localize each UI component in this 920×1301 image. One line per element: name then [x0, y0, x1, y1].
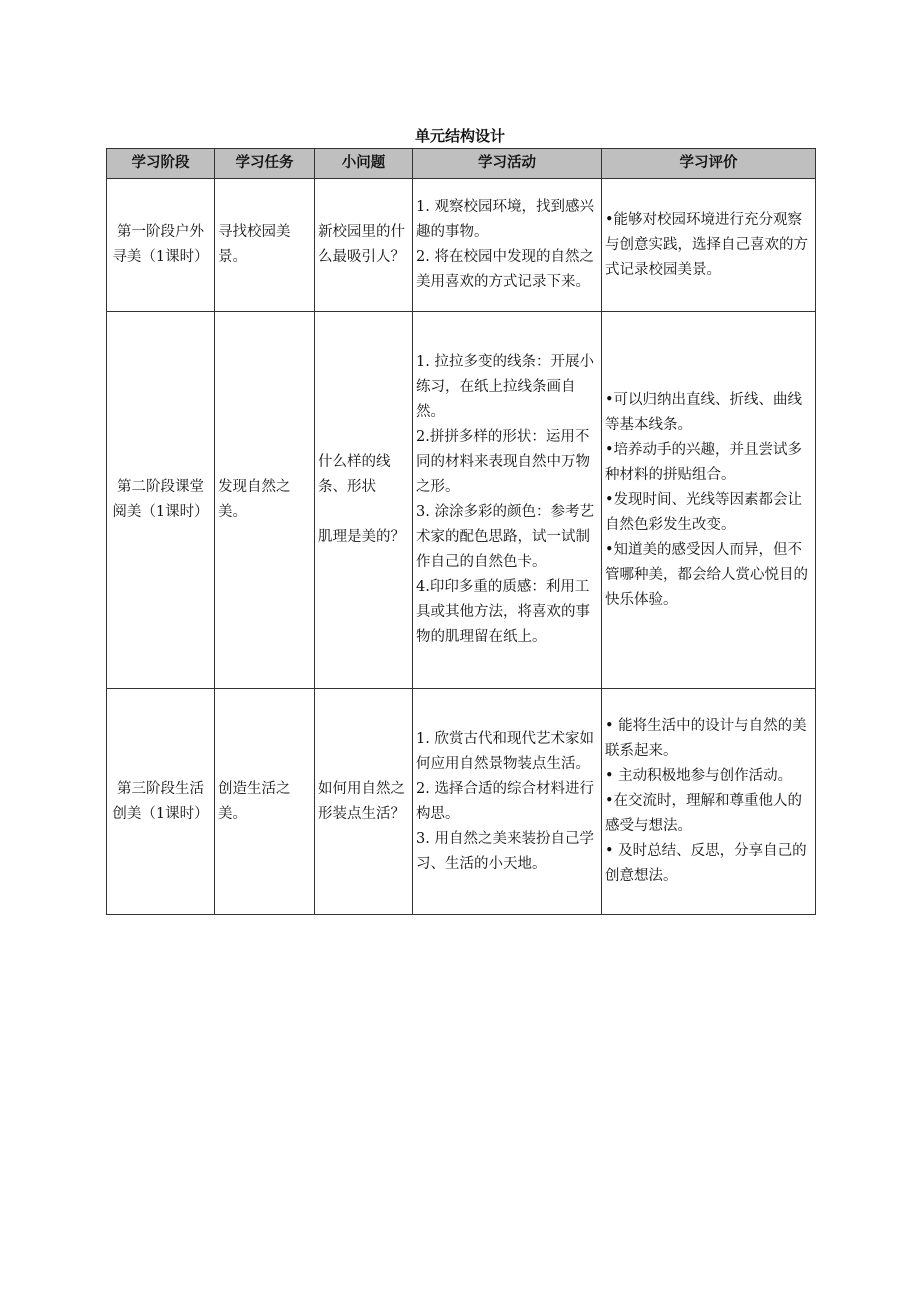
stage-cell: 第三阶段生活创美（1课时） — [107, 689, 215, 915]
stage-cell: 第二阶段课堂阅美（1课时） — [107, 312, 215, 689]
task-cell: 寻找校园美景。 — [215, 179, 315, 312]
evaluation-item: • 及时总结、反思，分享自己的创意想法。 — [605, 843, 807, 884]
question-cell — [315, 312, 413, 689]
evaluation-item: •可以归纳出直线、折线、曲线等基本线条。 — [605, 391, 803, 433]
question-cell: 如何用自然之形装点生活？ — [315, 689, 413, 915]
activity-item: 2. 选择合适的综合材料进行构思。 — [416, 780, 594, 822]
evaluation-item: •培养动手的兴趣，并且尝试多种材料的拼贴组合。 — [605, 441, 803, 483]
unit-structure-table — [106, 148, 816, 915]
evaluation-cell — [602, 689, 816, 915]
activity-cell — [413, 312, 602, 689]
activity-item: 1. 欣赏古代和现代艺术家如何应用自然景物装点生活。 — [416, 730, 594, 772]
evaluation-item: • 主动积极地参与创作活动。 — [605, 768, 793, 784]
question-cell: 新校园里的什么最吸引人？ — [315, 179, 413, 312]
table-row-stage-3 — [107, 689, 816, 915]
evaluation-item: •在交流时，理解和尊重他人的感受与想法。 — [605, 793, 803, 834]
evaluation-item: •能够对校园环境进行充分观察与创意实践，选择自己喜欢的方式记录校园美景。 — [605, 211, 808, 278]
question-item: 什么样的线条、形状 — [318, 454, 391, 495]
header-evaluation: 学习评价 — [602, 149, 816, 179]
evaluation-cell — [602, 179, 816, 312]
document-title: 单元结构设计 — [414, 127, 505, 145]
activity-item: 3. 涂涂多彩的颜色：参考艺术家的配色思路，试一试制作自己的自然色卡。 — [416, 504, 594, 570]
table-row-stage-2 — [107, 312, 816, 689]
activity-item: 3. 用自然之美来装扮自己学习、生活的小天地。 — [416, 830, 594, 872]
activity-item: 1. 观察校园环境，找到感兴趣的事物。 — [416, 199, 594, 240]
evaluation-item: •发现时间、光线等因素都会让自然色彩发生改变。 — [605, 491, 803, 533]
evaluation-item: •知道美的感受因人而异，但不管哪种美，都会给人赏心悦目的快乐体验。 — [605, 541, 808, 608]
task-cell: 发现自然之美。 — [215, 312, 315, 689]
activity-item: 1. 拉拉多变的线条：开展小练习，在纸上拉线条画自然。 — [416, 354, 594, 420]
activity-cell — [413, 689, 602, 915]
header-stage: 学习阶段 — [107, 149, 215, 179]
activity-cell — [413, 179, 602, 312]
evaluation-item: • 能将生活中的设计与自然的美联系起来。 — [605, 718, 807, 759]
table-header-row — [107, 149, 816, 179]
task-cell: 创造生活之美。 — [215, 689, 315, 915]
header-activity: 学习活动 — [413, 149, 602, 179]
activity-item: 2.拼拼多样的形状：运用不同的材料来表现自然中万物之形。 — [416, 429, 590, 495]
evaluation-cell — [602, 312, 816, 689]
stage-cell: 第一阶段户外寻美（1课时） — [107, 179, 215, 312]
activity-item: 2. 将在校园中发现的自然之美用喜欢的方式记录下来。 — [416, 249, 594, 290]
table-row-stage-1 — [107, 179, 816, 312]
question-item: 肌理是美的？ — [318, 529, 405, 545]
header-task: 学习任务 — [215, 149, 315, 179]
activity-item: 4.印印多重的质感：利用工具或其他方法，将喜欢的事物的肌理留在纸上。 — [416, 579, 590, 645]
header-question: 小问题 — [315, 149, 413, 179]
